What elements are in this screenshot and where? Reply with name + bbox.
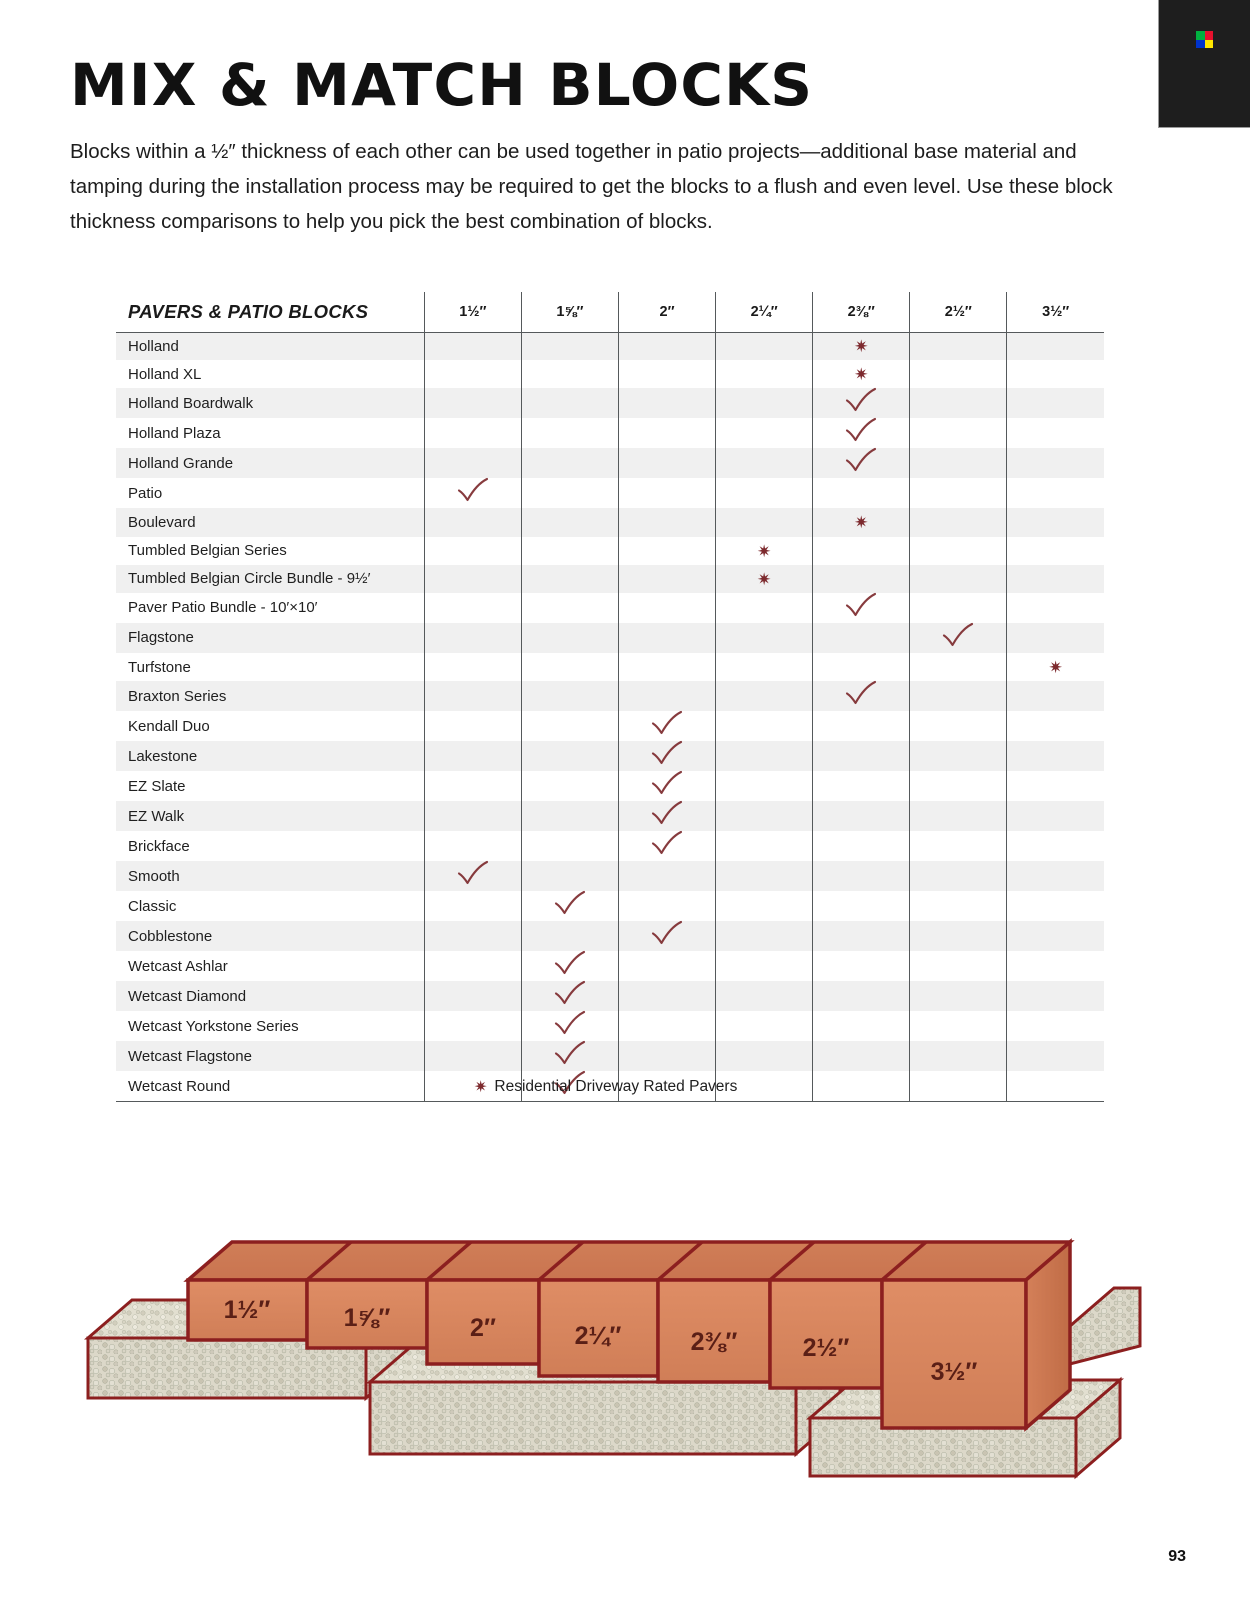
cell-2-4 (813, 388, 910, 418)
cell-20-6 (1007, 921, 1104, 951)
cell-3-5 (910, 418, 1007, 448)
paver-label-4: 2⅜″ (690, 1328, 738, 1356)
cell-21-5 (910, 951, 1007, 981)
table-row (116, 951, 1104, 981)
cell-8-4 (813, 565, 910, 593)
cell-16-5 (910, 801, 1007, 831)
cell-14-4 (813, 741, 910, 771)
check-mark-icon (553, 980, 587, 1006)
row-label: Smooth (116, 861, 424, 891)
cell-21-1 (521, 951, 618, 981)
cell-10-6 (1007, 623, 1104, 653)
page-header (70, 51, 1150, 240)
cell-1-3 (716, 360, 813, 388)
cell-2-6 (1007, 388, 1104, 418)
cell-19-3 (716, 891, 813, 921)
cell-20-2 (618, 921, 715, 951)
cell-24-3 (716, 1041, 813, 1071)
cell-14-5 (910, 741, 1007, 771)
table-row (116, 448, 1104, 478)
cell-24-4 (813, 1041, 910, 1071)
cell-5-5 (910, 478, 1007, 508)
cell-22-0 (424, 981, 521, 1011)
block-thickness-illustration (70, 1150, 1170, 1480)
check-mark-icon (553, 1010, 587, 1036)
row-label: EZ Slate (116, 771, 424, 801)
cell-1-4 (813, 360, 910, 388)
driveway-rated-star-icon: ✷ (854, 513, 869, 533)
table-row (116, 1011, 1104, 1041)
cell-21-2 (618, 951, 715, 981)
cell-15-4 (813, 771, 910, 801)
table-row (116, 831, 1104, 861)
cell-7-2 (618, 537, 715, 565)
table-body (116, 332, 1104, 1102)
cell-2-3 (716, 388, 813, 418)
cell-4-0 (424, 448, 521, 478)
cell-5-3 (716, 478, 813, 508)
check-mark-icon (650, 710, 684, 736)
cell-7-4 (813, 537, 910, 565)
column-header-size-3: 2¼″ (716, 292, 813, 332)
paver-label-3: 2¼″ (574, 1322, 622, 1350)
cell-5-1 (521, 478, 618, 508)
driveway-rated-star-icon: ✷ (854, 365, 869, 385)
cell-0-1 (521, 332, 618, 360)
cell-9-1 (521, 593, 618, 623)
row-label: Holland Plaza (116, 418, 424, 448)
table-row (116, 771, 1104, 801)
row-label: Patio (116, 478, 424, 508)
cell-2-0 (424, 388, 521, 418)
driveway-rated-star-icon: ✷ (757, 569, 772, 589)
legend-label: Residential Driveway Rated Pavers (494, 1078, 738, 1095)
row-label: Kendall Duo (116, 711, 424, 741)
cell-18-4 (813, 861, 910, 891)
cell-2-1 (521, 388, 618, 418)
swatch-yellow (1205, 40, 1214, 49)
row-label: Wetcast Round (116, 1071, 424, 1102)
cell-15-2 (618, 771, 715, 801)
cell-7-3 (716, 537, 813, 565)
cell-4-4 (813, 448, 910, 478)
cell-8-2 (618, 565, 715, 593)
cell-4-6 (1007, 448, 1104, 478)
page-intro: Blocks within a ½″ thickness of each other can be used together in patio projects—additional base material and tamping during the installation process may be required to get the blocks to a flush and even level. Use these block thickness comparisons to help you pick the best combination of blocks. (70, 139, 1113, 234)
cell-11-6 (1007, 653, 1104, 681)
swatch-green (1196, 31, 1205, 40)
paver-tops (188, 1242, 1070, 1280)
cell-7-1 (521, 537, 618, 565)
color-swatch-icon (1196, 31, 1213, 48)
row-label: Wetcast Ashlar (116, 951, 424, 981)
cell-13-2 (618, 711, 715, 741)
cell-22-3 (716, 981, 813, 1011)
cell-7-6 (1007, 537, 1104, 565)
row-label: Holland (116, 332, 424, 360)
cell-10-3 (716, 623, 813, 653)
table-row (116, 360, 1104, 388)
swatch-blue (1196, 40, 1205, 49)
cell-20-0 (424, 921, 521, 951)
table-row (116, 861, 1104, 891)
thickness-comparison-table (116, 292, 1104, 1102)
row-label: Flagstone (116, 623, 424, 653)
cell-1-2 (618, 360, 715, 388)
cell-9-5 (910, 593, 1007, 623)
cell-22-2 (618, 981, 715, 1011)
table-row (116, 537, 1104, 565)
cell-11-2 (618, 653, 715, 681)
cell-12-3 (716, 681, 813, 711)
cell-24-0 (424, 1041, 521, 1071)
cell-6-5 (910, 508, 1007, 536)
cell-20-5 (910, 921, 1007, 951)
cell-3-1 (521, 418, 618, 448)
table-row (116, 711, 1104, 741)
driveway-rated-star-icon: ✷ (854, 337, 869, 357)
cell-18-3 (716, 861, 813, 891)
cell-18-2 (618, 861, 715, 891)
check-mark-icon (844, 417, 878, 443)
cell-13-4 (813, 711, 910, 741)
table-row (116, 565, 1104, 593)
cell-8-5 (910, 565, 1007, 593)
column-header-size-5: 2½″ (910, 292, 1007, 332)
row-label: Holland Boardwalk (116, 388, 424, 418)
cell-23-6 (1007, 1011, 1104, 1041)
cell-22-1 (521, 981, 618, 1011)
table-row (116, 1041, 1104, 1071)
cell-0-6 (1007, 332, 1104, 360)
paver-label-2: 2″ (470, 1314, 496, 1342)
cell-22-4 (813, 981, 910, 1011)
swatch-red (1205, 31, 1214, 40)
cell-16-0 (424, 801, 521, 831)
cell-13-1 (521, 711, 618, 741)
row-label: Tumbled Belgian Series (116, 537, 424, 565)
cell-6-6 (1007, 508, 1104, 536)
cell-18-5 (910, 861, 1007, 891)
driveway-rated-star-icon: ✷ (757, 541, 772, 561)
driveway-rated-star-icon: ✷ (474, 1079, 488, 1096)
cell-15-6 (1007, 771, 1104, 801)
check-mark-icon (844, 387, 878, 413)
check-mark-icon (844, 592, 878, 618)
row-label: Holland XL (116, 360, 424, 388)
row-label: Turfstone (116, 653, 424, 681)
page-number: 93 (1168, 1548, 1186, 1565)
row-label: EZ Walk (116, 801, 424, 831)
cell-23-2 (618, 1011, 715, 1041)
cell-17-5 (910, 831, 1007, 861)
row-label: Tumbled Belgian Circle Bundle - 9½′ (116, 565, 424, 593)
cell-5-2 (618, 478, 715, 508)
base-slab-far-right (1070, 1288, 1140, 1364)
cell-4-1 (521, 448, 618, 478)
check-mark-icon (553, 1040, 587, 1066)
cell-11-4 (813, 653, 910, 681)
cell-9-4 (813, 593, 910, 623)
check-mark-icon (650, 740, 684, 766)
cell-22-6 (1007, 981, 1104, 1011)
check-mark-icon (456, 477, 490, 503)
cell-12-1 (521, 681, 618, 711)
cell-13-3 (716, 711, 813, 741)
cell-1-5 (910, 360, 1007, 388)
cell-8-1 (521, 565, 618, 593)
check-mark-icon (553, 950, 587, 976)
row-label: Paver Patio Bundle - 10′×10′ (116, 593, 424, 623)
cell-11-0 (424, 653, 521, 681)
cell-14-6 (1007, 741, 1104, 771)
cell-17-6 (1007, 831, 1104, 861)
cell-6-4 (813, 508, 910, 536)
check-mark-icon (456, 860, 490, 886)
cell-6-2 (618, 508, 715, 536)
cell-4-5 (910, 448, 1007, 478)
cell-25-5 (910, 1071, 1007, 1102)
cell-17-4 (813, 831, 910, 861)
cell-21-3 (716, 951, 813, 981)
cell-10-0 (424, 623, 521, 653)
cell-7-5 (910, 537, 1007, 565)
column-header-size-1: 1⅝″ (521, 292, 618, 332)
check-mark-icon (844, 447, 878, 473)
table-row (116, 801, 1104, 831)
cell-20-1 (521, 921, 618, 951)
cell-6-3 (716, 508, 813, 536)
cell-18-0 (424, 861, 521, 891)
cell-0-5 (910, 332, 1007, 360)
table-row (116, 418, 1104, 448)
cell-8-0 (424, 565, 521, 593)
table-row (116, 332, 1104, 360)
cell-9-2 (618, 593, 715, 623)
column-header-size-6: 3½″ (1007, 292, 1104, 332)
cell-14-1 (521, 741, 618, 771)
legend (474, 1078, 737, 1096)
cell-9-0 (424, 593, 521, 623)
table-row (116, 891, 1104, 921)
paver-label-6: 3½″ (930, 1358, 978, 1386)
cell-24-5 (910, 1041, 1007, 1071)
cell-19-1 (521, 891, 618, 921)
column-header-size-4: 2⅜″ (813, 292, 910, 332)
cell-17-3 (716, 831, 813, 861)
cell-16-6 (1007, 801, 1104, 831)
row-label: Wetcast Yorkstone Series (116, 1011, 424, 1041)
cell-11-1 (521, 653, 618, 681)
cell-2-2 (618, 388, 715, 418)
cell-16-1 (521, 801, 618, 831)
cell-12-0 (424, 681, 521, 711)
row-label: Brickface (116, 831, 424, 861)
cell-5-6 (1007, 478, 1104, 508)
cell-13-6 (1007, 711, 1104, 741)
cell-23-4 (813, 1011, 910, 1041)
cell-4-3 (716, 448, 813, 478)
cell-0-0 (424, 332, 521, 360)
cell-4-2 (618, 448, 715, 478)
cell-13-0 (424, 711, 521, 741)
cell-17-0 (424, 831, 521, 861)
cell-22-5 (910, 981, 1007, 1011)
cell-3-2 (618, 418, 715, 448)
cell-25-6 (1007, 1071, 1104, 1102)
cell-18-1 (521, 861, 618, 891)
cell-25-4 (813, 1071, 910, 1102)
table-row (116, 653, 1104, 681)
paver-label-0: 1½″ (223, 1296, 271, 1324)
cell-9-6 (1007, 593, 1104, 623)
cell-24-6 (1007, 1041, 1104, 1071)
column-header-size-2: 2″ (618, 292, 715, 332)
cell-9-3 (716, 593, 813, 623)
cell-14-0 (424, 741, 521, 771)
table-header-row (116, 292, 1104, 332)
cell-23-5 (910, 1011, 1007, 1041)
cell-8-6 (1007, 565, 1104, 593)
table-row (116, 741, 1104, 771)
row-label: Wetcast Flagstone (116, 1041, 424, 1071)
row-label: Classic (116, 891, 424, 921)
cell-3-3 (716, 418, 813, 448)
column-header-name: PAVERS & PATIO BLOCKS (116, 292, 424, 332)
table-row (116, 681, 1104, 711)
cell-18-6 (1007, 861, 1104, 891)
cell-6-1 (521, 508, 618, 536)
driveway-rated-star-icon: ✷ (1048, 658, 1063, 678)
check-mark-icon (650, 830, 684, 856)
check-mark-icon (650, 800, 684, 826)
cell-20-3 (716, 921, 813, 951)
cell-24-1 (521, 1041, 618, 1071)
cell-1-0 (424, 360, 521, 388)
cell-19-6 (1007, 891, 1104, 921)
cell-23-1 (521, 1011, 618, 1041)
cell-20-4 (813, 921, 910, 951)
cell-10-2 (618, 623, 715, 653)
cell-19-0 (424, 891, 521, 921)
cell-12-2 (618, 681, 715, 711)
paver-label-1: 1⅝″ (343, 1304, 391, 1332)
cell-12-6 (1007, 681, 1104, 711)
cell-3-6 (1007, 418, 1104, 448)
cell-7-0 (424, 537, 521, 565)
cell-11-3 (716, 653, 813, 681)
cell-10-1 (521, 623, 618, 653)
cell-14-3 (716, 741, 813, 771)
paver-label-5: 2½″ (802, 1334, 850, 1362)
table-row (116, 508, 1104, 536)
row-label: Holland Grande (116, 448, 424, 478)
table-row (116, 388, 1104, 418)
cell-1-6 (1007, 360, 1104, 388)
cell-6-0 (424, 508, 521, 536)
cell-2-5 (910, 388, 1007, 418)
cell-0-2 (618, 332, 715, 360)
edge-tab (1158, 0, 1250, 128)
row-label: Lakestone (116, 741, 424, 771)
cell-15-1 (521, 771, 618, 801)
table-row (116, 921, 1104, 951)
cell-16-4 (813, 801, 910, 831)
cell-21-6 (1007, 951, 1104, 981)
table-head (116, 292, 1104, 332)
cell-19-2 (618, 891, 715, 921)
check-mark-icon (650, 770, 684, 796)
check-mark-icon (553, 890, 587, 916)
cell-17-2 (618, 831, 715, 861)
check-mark-icon (844, 680, 878, 706)
cell-3-0 (424, 418, 521, 448)
cell-21-4 (813, 951, 910, 981)
cell-12-5 (910, 681, 1007, 711)
cell-0-4 (813, 332, 910, 360)
table-row (116, 478, 1104, 508)
cell-15-0 (424, 771, 521, 801)
table-row (116, 593, 1104, 623)
cell-13-5 (910, 711, 1007, 741)
cell-14-2 (618, 741, 715, 771)
row-label: Wetcast Diamond (116, 981, 424, 1011)
cell-1-1 (521, 360, 618, 388)
cell-8-3 (716, 565, 813, 593)
cell-0-3 (716, 332, 813, 360)
cell-17-1 (521, 831, 618, 861)
row-label: Braxton Series (116, 681, 424, 711)
cell-16-3 (716, 801, 813, 831)
cell-15-3 (716, 771, 813, 801)
cell-23-3 (716, 1011, 813, 1041)
table-row (116, 981, 1104, 1011)
cell-16-2 (618, 801, 715, 831)
cell-23-0 (424, 1011, 521, 1041)
cell-11-5 (910, 653, 1007, 681)
cell-19-5 (910, 891, 1007, 921)
cell-5-4 (813, 478, 910, 508)
column-header-size-0: 1½″ (424, 292, 521, 332)
check-mark-icon (650, 920, 684, 946)
check-mark-icon (941, 622, 975, 648)
row-label: Boulevard (116, 508, 424, 536)
table-row (116, 623, 1104, 653)
cell-5-0 (424, 478, 521, 508)
page-title: MIX & MATCH BLOCKS (70, 51, 814, 119)
cell-15-5 (910, 771, 1007, 801)
cell-12-4 (813, 681, 910, 711)
cell-24-2 (618, 1041, 715, 1071)
cell-21-0 (424, 951, 521, 981)
cell-19-4 (813, 891, 910, 921)
cell-10-5 (910, 623, 1007, 653)
cell-10-4 (813, 623, 910, 653)
cell-3-4 (813, 418, 910, 448)
row-label: Cobblestone (116, 921, 424, 951)
